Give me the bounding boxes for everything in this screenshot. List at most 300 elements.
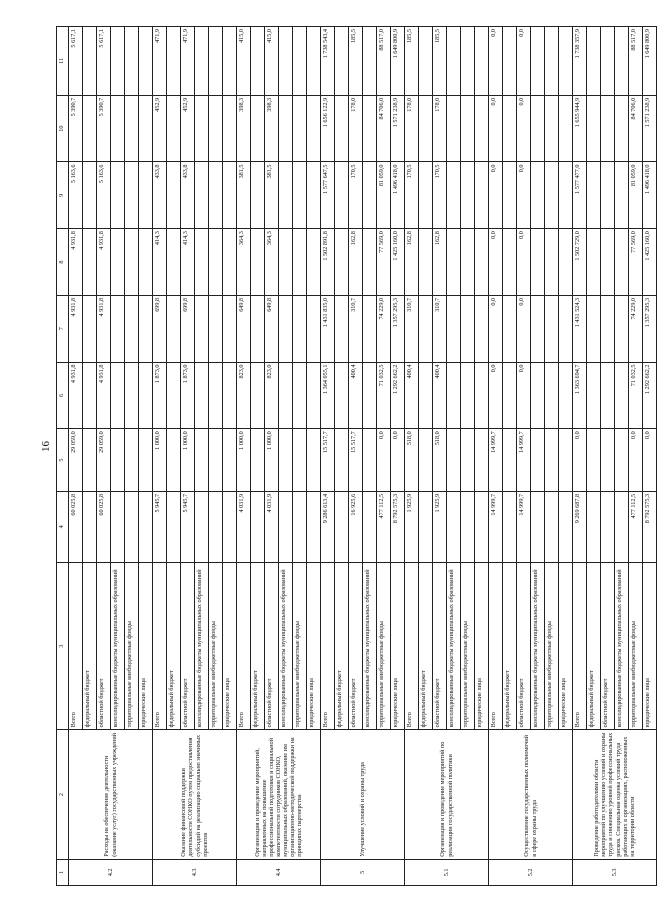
- amount-cell: [615, 295, 629, 362]
- amount-cell: [251, 429, 265, 492]
- amount-cell: [279, 95, 293, 162]
- amount-cell: [545, 229, 559, 296]
- amount-cell: [293, 362, 307, 429]
- amount-cell: [139, 429, 153, 492]
- amount-cell: [363, 27, 377, 96]
- column-header: 5: [57, 429, 69, 492]
- amount-cell: [447, 295, 461, 362]
- funding-source-label: Всего: [405, 562, 419, 730]
- amount-cell: 1 873,0: [153, 362, 167, 429]
- amount-cell: [307, 429, 321, 492]
- funding-source-label: областной бюджет: [265, 562, 279, 730]
- amount-cell: 74 229,0: [377, 295, 391, 362]
- amount-cell: [419, 491, 433, 562]
- column-header: 1: [57, 859, 69, 885]
- amount-cell: 14 999,7: [517, 429, 531, 492]
- amount-cell: [139, 362, 153, 429]
- amount-cell: 84 706,0: [629, 95, 643, 162]
- funding-source-label: консолидированные бюджеты муниципальных образований: [279, 562, 293, 730]
- amount-cell: 414,3: [181, 229, 195, 296]
- funding-source-label: федеральный бюджет: [587, 562, 601, 730]
- amount-cell: [139, 162, 153, 229]
- amount-cell: [335, 27, 349, 96]
- amount-cell: 0,0: [643, 429, 657, 492]
- amount-cell: 649,8: [237, 295, 251, 362]
- table-header-row: [57, 27, 69, 886]
- amount-cell: [167, 162, 181, 229]
- amount-cell: 1 357 295,3: [391, 295, 405, 362]
- table-row: [321, 27, 335, 886]
- amount-cell: 170,5: [405, 162, 419, 229]
- amount-cell: 398,3: [237, 95, 251, 162]
- amount-cell: [559, 295, 573, 362]
- amount-cell: [601, 491, 615, 562]
- funding-source-label: консолидированные бюджеты муниципальных образований: [111, 562, 125, 730]
- amount-cell: [293, 162, 307, 229]
- amount-cell: [139, 491, 153, 562]
- amount-cell: 29 059,0: [69, 429, 83, 492]
- item-description: Улучшение условий и охраны труда: [321, 730, 405, 859]
- funding-source-label: Всего: [69, 562, 83, 730]
- item-number: 5: [321, 859, 405, 885]
- amount-cell: 364,3: [237, 229, 251, 296]
- amount-cell: 4 031,9: [237, 491, 251, 562]
- amount-cell: 88 517,0: [629, 27, 643, 96]
- amount-cell: 14 999,7: [489, 491, 503, 562]
- amount-cell: [111, 491, 125, 562]
- amount-cell: 364,3: [265, 229, 279, 296]
- amount-cell: [531, 491, 545, 562]
- amount-cell: [503, 491, 517, 562]
- funding-source-label: юридические лица: [391, 562, 405, 730]
- column-header: 2: [57, 730, 69, 859]
- amount-cell: 1 357 295,3: [643, 295, 657, 362]
- amount-cell: 0,0: [517, 362, 531, 429]
- amount-cell: [475, 229, 489, 296]
- amount-cell: [419, 95, 433, 162]
- column-header: 10: [57, 95, 69, 162]
- amount-cell: 5 945,7: [153, 491, 167, 562]
- amount-cell: [587, 295, 601, 362]
- amount-cell: [587, 429, 601, 492]
- amount-cell: [475, 491, 489, 562]
- amount-cell: [167, 95, 181, 162]
- amount-cell: [195, 95, 209, 162]
- amount-cell: [447, 27, 461, 96]
- amount-cell: [293, 95, 307, 162]
- amount-cell: [475, 295, 489, 362]
- amount-cell: 518,0: [433, 429, 447, 492]
- amount-cell: [531, 27, 545, 96]
- amount-cell: 77 569,0: [377, 229, 391, 296]
- amount-cell: [475, 27, 489, 96]
- amount-cell: 415,0: [265, 27, 279, 96]
- amount-cell: [447, 95, 461, 162]
- amount-cell: [167, 295, 181, 362]
- amount-cell: 1 655 944,9: [573, 95, 587, 162]
- amount-cell: 0,0: [489, 27, 503, 96]
- amount-cell: [83, 27, 97, 96]
- item-description: Оказание финансовой поддержки деятельности СОНКО путем предоставления субсидий на реализацию социально значимых проектов: [153, 730, 237, 859]
- amount-cell: 4 931,8: [97, 295, 111, 362]
- amount-cell: 823,0: [237, 362, 251, 429]
- amount-cell: [503, 95, 517, 162]
- amount-cell: 1 925,9: [433, 491, 447, 562]
- table-row: [489, 27, 503, 886]
- amount-cell: 1 000,0: [237, 429, 251, 492]
- funding-source-label: территориальные внебюджетные фонды: [209, 562, 223, 730]
- amount-cell: [559, 229, 573, 296]
- item-number: 4.2: [69, 859, 153, 885]
- amount-cell: 1 364 055,1: [321, 362, 335, 429]
- funding-source-label: федеральный бюджет: [503, 562, 517, 730]
- amount-cell: 452,9: [153, 95, 167, 162]
- amount-cell: [601, 362, 615, 429]
- amount-cell: 0,0: [377, 429, 391, 492]
- amount-cell: [83, 491, 97, 562]
- amount-cell: [223, 295, 237, 362]
- funding-source-label: областной бюджет: [517, 562, 531, 730]
- funding-source-label: юридические лица: [643, 562, 657, 730]
- funding-source-label: консолидированные бюджеты муниципальных образований: [447, 562, 461, 730]
- amount-cell: 4 031,9: [265, 491, 279, 562]
- amount-cell: [559, 491, 573, 562]
- amount-cell: [251, 229, 265, 296]
- amount-cell: [447, 229, 461, 296]
- funding-source-label: Всего: [321, 562, 335, 730]
- amount-cell: 170,5: [433, 162, 447, 229]
- funding-source-label: территориальные внебюджетные фонды: [125, 562, 139, 730]
- amount-cell: [251, 27, 265, 96]
- funding-source-label: консолидированные бюджеты муниципальных образований: [363, 562, 377, 730]
- funding-source-label: областной бюджет: [433, 562, 447, 730]
- amount-cell: [503, 295, 517, 362]
- amount-cell: [335, 491, 349, 562]
- column-header: 7: [57, 295, 69, 362]
- amount-cell: [531, 429, 545, 492]
- funding-source-label: Всего: [489, 562, 503, 730]
- amount-cell: 1 738 543,4: [321, 27, 335, 96]
- amount-cell: [209, 162, 223, 229]
- amount-cell: [363, 491, 377, 562]
- amount-cell: [307, 295, 321, 362]
- amount-cell: [195, 27, 209, 96]
- amount-cell: [125, 295, 139, 362]
- item-number: 4.4: [237, 859, 321, 885]
- amount-cell: 1 925,9: [405, 491, 419, 562]
- funding-source-label: Всего: [573, 562, 587, 730]
- amount-cell: [447, 429, 461, 492]
- funding-source-label: юридические лица: [139, 562, 153, 730]
- amount-cell: [503, 162, 517, 229]
- amount-cell: [279, 295, 293, 362]
- amount-cell: [307, 229, 321, 296]
- amount-cell: 84 706,0: [377, 95, 391, 162]
- amount-cell: 29 059,0: [97, 429, 111, 492]
- amount-cell: [251, 95, 265, 162]
- amount-cell: [139, 95, 153, 162]
- amount-cell: [125, 27, 139, 96]
- amount-cell: [475, 362, 489, 429]
- amount-cell: 185,5: [433, 27, 447, 96]
- amount-cell: [461, 295, 475, 362]
- amount-cell: [615, 362, 629, 429]
- amount-cell: [461, 27, 475, 96]
- amount-cell: 0,0: [489, 162, 503, 229]
- amount-cell: [223, 95, 237, 162]
- amount-cell: [531, 162, 545, 229]
- table-row: [153, 27, 167, 886]
- amount-cell: [545, 429, 559, 492]
- column-header: 6: [57, 362, 69, 429]
- item-number: 5.1: [405, 859, 489, 885]
- amount-cell: 1 000,0: [181, 429, 195, 492]
- amount-cell: [601, 27, 615, 96]
- item-description: Расходы на обеспечение деятельности (оказание услуг) государственных учреждений: [69, 730, 153, 859]
- amount-cell: 414,3: [153, 229, 167, 296]
- amount-cell: [601, 162, 615, 229]
- amount-cell: [447, 162, 461, 229]
- amount-cell: [545, 27, 559, 96]
- amount-cell: 5 617,1: [69, 27, 83, 96]
- funding-source-label: федеральный бюджет: [83, 562, 97, 730]
- amount-cell: [111, 429, 125, 492]
- amount-cell: 178,0: [433, 95, 447, 162]
- amount-cell: 0,0: [517, 295, 531, 362]
- funding-source-label: Всего: [237, 562, 251, 730]
- amount-cell: [279, 362, 293, 429]
- amount-cell: [167, 362, 181, 429]
- amount-cell: [335, 162, 349, 229]
- amount-cell: [545, 295, 559, 362]
- amount-cell: [279, 491, 293, 562]
- amount-cell: 1 738 357,9: [573, 27, 587, 96]
- amount-cell: [335, 362, 349, 429]
- amount-cell: [363, 162, 377, 229]
- amount-cell: [363, 295, 377, 362]
- amount-cell: [307, 162, 321, 229]
- amount-cell: 185,5: [349, 27, 363, 96]
- amount-cell: [139, 229, 153, 296]
- amount-cell: [587, 95, 601, 162]
- amount-cell: [545, 162, 559, 229]
- funding-source-label: территориальные внебюджетные фонды: [629, 562, 643, 730]
- amount-cell: 1 649 800,9: [643, 27, 657, 96]
- amount-cell: [531, 295, 545, 362]
- amount-cell: [307, 362, 321, 429]
- amount-cell: [447, 362, 461, 429]
- amount-cell: [419, 362, 433, 429]
- amount-cell: 0,0: [517, 27, 531, 96]
- amount-cell: [601, 295, 615, 362]
- amount-cell: 0,0: [489, 362, 503, 429]
- amount-cell: 5 945,7: [181, 491, 195, 562]
- amount-cell: 162,8: [405, 229, 419, 296]
- amount-cell: 381,5: [265, 162, 279, 229]
- table-row: [573, 27, 587, 886]
- funding-source-label: консолидированные бюджеты муниципальных образований: [615, 562, 629, 730]
- amount-cell: 81 059,0: [629, 162, 643, 229]
- amount-cell: 77 569,0: [629, 229, 643, 296]
- table-row: [69, 27, 83, 886]
- amount-cell: [475, 429, 489, 492]
- amount-cell: [139, 295, 153, 362]
- amount-cell: 178,0: [349, 95, 363, 162]
- amount-cell: 1 496 418,0: [391, 162, 405, 229]
- funding-source-label: территориальные внебюджетные фонды: [545, 562, 559, 730]
- amount-cell: 8 792 575,3: [643, 491, 657, 562]
- funding-source-label: областной бюджет: [181, 562, 195, 730]
- amount-cell: [223, 229, 237, 296]
- amount-cell: 400,4: [405, 362, 419, 429]
- amount-cell: 71 032,5: [629, 362, 643, 429]
- amount-cell: 178,0: [405, 95, 419, 162]
- amount-cell: 71 032,5: [377, 362, 391, 429]
- amount-cell: [223, 362, 237, 429]
- amount-cell: [615, 27, 629, 96]
- amount-cell: 162,8: [433, 229, 447, 296]
- amount-cell: [419, 295, 433, 362]
- funding-source-label: территориальные внебюджетные фонды: [461, 562, 475, 730]
- amount-cell: 1 502 729,0: [573, 229, 587, 296]
- amount-cell: [209, 95, 223, 162]
- funding-source-label: юридические лица: [559, 562, 573, 730]
- amount-cell: 5 390,7: [69, 95, 83, 162]
- amount-cell: [335, 295, 349, 362]
- amount-cell: [601, 429, 615, 492]
- amount-cell: [279, 229, 293, 296]
- amount-cell: [223, 162, 237, 229]
- amount-cell: 477 112,5: [377, 491, 391, 562]
- amount-cell: 185,5: [405, 27, 419, 96]
- amount-cell: [601, 229, 615, 296]
- amount-cell: [531, 229, 545, 296]
- amount-cell: [363, 229, 377, 296]
- funding-source-label: территориальные внебюджетные фонды: [377, 562, 391, 730]
- amount-cell: 81 059,0: [377, 162, 391, 229]
- amount-cell: [503, 229, 517, 296]
- amount-cell: [125, 229, 139, 296]
- amount-cell: [559, 429, 573, 492]
- amount-cell: 310,7: [433, 295, 447, 362]
- amount-cell: 310,7: [349, 295, 363, 362]
- amount-cell: [363, 95, 377, 162]
- amount-cell: [461, 429, 475, 492]
- amount-cell: 1 496 418,0: [643, 162, 657, 229]
- amount-cell: [307, 491, 321, 562]
- amount-cell: 0,0: [517, 162, 531, 229]
- amount-cell: 1 000,0: [265, 429, 279, 492]
- amount-cell: [279, 429, 293, 492]
- item-description: Осуществление государственных полномочий в сфере охраны труда: [489, 730, 573, 859]
- column-header: 4: [57, 491, 69, 562]
- amount-cell: 699,8: [153, 295, 167, 362]
- amount-cell: 60 025,8: [97, 491, 111, 562]
- amount-cell: 60 025,8: [69, 491, 83, 562]
- amount-cell: [461, 491, 475, 562]
- amount-cell: 649,8: [265, 295, 279, 362]
- amount-cell: 310,7: [405, 295, 419, 362]
- amount-cell: [223, 491, 237, 562]
- amount-cell: [615, 162, 629, 229]
- amount-cell: [335, 95, 349, 162]
- amount-cell: [125, 362, 139, 429]
- amount-cell: 4 931,8: [97, 362, 111, 429]
- amount-cell: 398,3: [265, 95, 279, 162]
- amount-cell: 0,0: [517, 229, 531, 296]
- amount-cell: [167, 229, 181, 296]
- amount-cell: [111, 229, 125, 296]
- column-header: 8: [57, 229, 69, 296]
- amount-cell: 433,8: [181, 162, 195, 229]
- amount-cell: [83, 429, 97, 492]
- amount-cell: [587, 162, 601, 229]
- amount-cell: [209, 429, 223, 492]
- amount-cell: [419, 229, 433, 296]
- amount-cell: 1 577 647,5: [321, 162, 335, 229]
- item-description: Организация и проведение мероприятий, направленных на повышение профессиональной подготовки и социальной компетентности сотрудников СОНКО, муниципальных образований, оказание им организационно-методической поддержки на принципах партнерства: [237, 730, 321, 859]
- amount-cell: 1 431 524,3: [573, 295, 587, 362]
- funding-source-label: территориальные внебюджетные фонды: [293, 562, 307, 730]
- amount-cell: 1 000,0: [153, 429, 167, 492]
- amount-cell: [125, 95, 139, 162]
- amount-cell: [587, 27, 601, 96]
- budget-table: [56, 26, 657, 886]
- amount-cell: [545, 362, 559, 429]
- amount-cell: [251, 295, 265, 362]
- amount-cell: [419, 429, 433, 492]
- amount-cell: 518,0: [405, 429, 419, 492]
- amount-cell: [125, 429, 139, 492]
- amount-cell: 381,5: [237, 162, 251, 229]
- amount-cell: [111, 362, 125, 429]
- amount-cell: [559, 95, 573, 162]
- amount-cell: [111, 27, 125, 96]
- amount-cell: 4 931,8: [97, 229, 111, 296]
- amount-cell: [461, 362, 475, 429]
- budget-table-sheet: [56, 26, 656, 886]
- page-number: 16: [40, 441, 52, 452]
- amount-cell: [335, 429, 349, 492]
- amount-cell: [195, 229, 209, 296]
- item-number: 5.3: [573, 859, 657, 885]
- amount-cell: 0,0: [629, 429, 643, 492]
- amount-cell: 400,4: [349, 362, 363, 429]
- amount-cell: 1 502 891,8: [321, 229, 335, 296]
- amount-cell: 5 163,6: [69, 162, 83, 229]
- amount-cell: [293, 229, 307, 296]
- amount-cell: [209, 229, 223, 296]
- amount-cell: [209, 295, 223, 362]
- amount-cell: [209, 362, 223, 429]
- amount-cell: 1 649 800,9: [391, 27, 405, 96]
- amount-cell: [545, 95, 559, 162]
- amount-cell: [125, 162, 139, 229]
- amount-cell: [125, 491, 139, 562]
- funding-source-label: Всего: [153, 562, 167, 730]
- funding-source-label: консолидированные бюджеты муниципальных образований: [195, 562, 209, 730]
- funding-source-label: юридические лица: [475, 562, 489, 730]
- amount-cell: [475, 95, 489, 162]
- amount-cell: [461, 229, 475, 296]
- amount-cell: [279, 27, 293, 96]
- amount-cell: 5 617,1: [97, 27, 111, 96]
- amount-cell: 1 292 662,2: [391, 362, 405, 429]
- item-number: 4.3: [153, 859, 237, 885]
- funding-source-label: федеральный бюджет: [419, 562, 433, 730]
- amount-cell: [559, 362, 573, 429]
- amount-cell: [195, 429, 209, 492]
